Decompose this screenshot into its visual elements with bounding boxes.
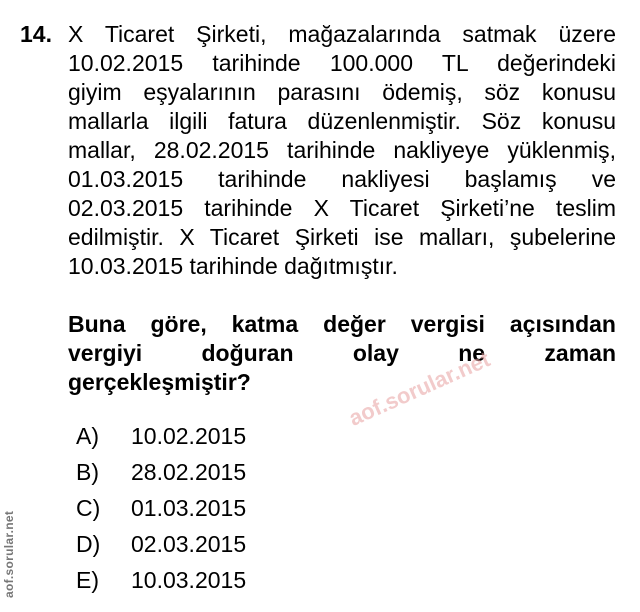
option-letter: E)	[76, 567, 99, 593]
option-letter: D)	[76, 531, 101, 557]
option-a[interactable]	[68, 418, 246, 454]
prompt-line: vergiyi doğuran olay ne zaman	[68, 340, 616, 366]
stem-line: mallar, 28.02.2015 tarihinde nakliyeye yüklenmiş,	[68, 137, 616, 163]
option-text: 02.03.2015	[131, 531, 247, 557]
option-letter: C)	[76, 495, 101, 521]
question-prompt	[68, 310, 616, 397]
option-text: 28.02.2015	[131, 459, 247, 485]
stem-line: X Ticaret Şirketi, mağazalarında satmak üzere	[68, 21, 616, 47]
prompt-line: Buna göre, katma değer vergisi açısından	[68, 311, 616, 337]
option-letter: A)	[76, 423, 99, 449]
option-d[interactable]	[68, 526, 246, 562]
answer-options	[68, 418, 246, 598]
stem-line: mallarla ilgili fatura düzenlenmiştir. Söz konusu	[68, 108, 616, 134]
option-c[interactable]	[68, 490, 246, 526]
watermark-side: aof.sorular.net	[2, 510, 16, 598]
option-text: 10.03.2015	[131, 567, 247, 593]
stem-line: edilmiştir. X Ticaret Şirketi ise malları, şubelerine	[68, 224, 616, 250]
stem-line: 02.03.2015 tarihinde X Ticaret Şirketi’ne teslim	[68, 195, 616, 221]
option-text: 01.03.2015	[131, 495, 247, 521]
question-number: 14.	[20, 21, 52, 47]
stem-line: 10.03.2015 tarihinde dağıtmıştır.	[68, 253, 398, 279]
option-e[interactable]	[68, 562, 246, 598]
question-stem	[68, 20, 616, 281]
stem-line: 10.02.2015 tarihinde 100.000 TL değerindeki	[68, 50, 616, 76]
stem-line: 01.03.2015 tarihinde nakliyesi başlamış ve	[68, 166, 616, 192]
option-b[interactable]	[68, 454, 246, 490]
watermark-center: aof.sorular.net	[345, 346, 494, 431]
option-letter: B)	[76, 459, 99, 485]
stem-line: giyim eşyalarının parasını ödemiş, söz konusu	[68, 79, 616, 105]
prompt-line: gerçekleşmiştir?	[68, 369, 251, 395]
option-text: 10.02.2015	[131, 423, 247, 449]
